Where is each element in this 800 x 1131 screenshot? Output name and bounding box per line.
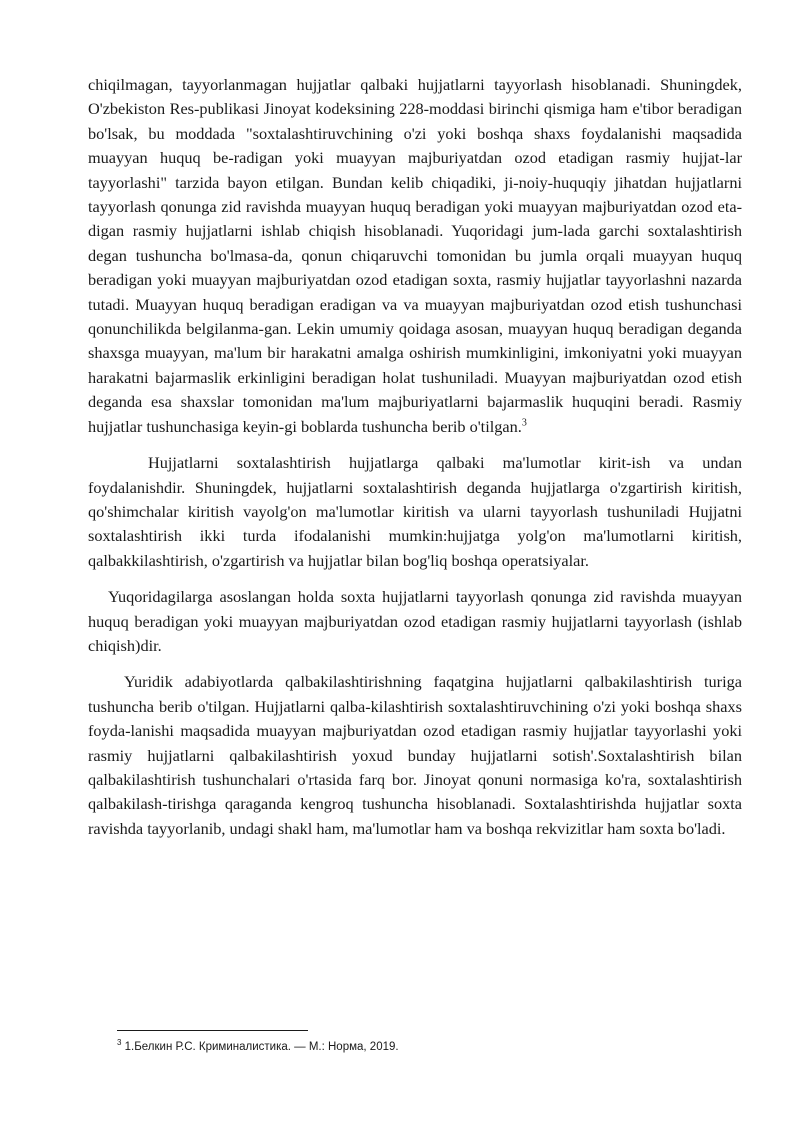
body-text [88,73,742,841]
paragraph-3-text: Yuqoridagilarga asoslangan holda soxta hujjatlarni tayyorlash qonunga zid ravishda muayyan huquq beradigan yoki muayyan majburiyatdan ozod etadigan rasmiy hujjatlarni tayyorlash (ishlab chiqish)dir. [88,587,742,655]
footnote-mark: 3 [117,1038,122,1048]
footnote-separator [117,1030,308,1031]
footnote-reference[interactable]: 3 [521,417,527,429]
footnote-text: 1.Белкин Р.С. Криминалистика. — М.: Норма, 2019. [124,1041,399,1053]
paragraph-2 [88,451,742,573]
paragraph-4-text: Yuridik adabiyotlarda qalbakilashtirishning faqatgina hujjatlarni qalbakilashtirish turiga tushuncha berib o'tilgan. Hujjatlarni qalba-kilashtirish soxtalashtiruvchining o'zi yoki boshqa shaxs foyda-lanishi maqsadida muayyan majburiyatdan ozod etadigan rasmiy hujjatlar tayyorlashi yoki rasmiy hujjatlarni qalbakilashtirish yoxud bunday hujjatlarni sotish'.Soxtalashtirish bilan qalbakilashtirish tushunchalari o'rtasida farq bor. Jinoyat qonuni normasiga ko'ra, soxtalashtirish qalbakilash-tirishga qaraganda kengroq tushuncha hisoblanadi. Soxtalashtirishda hujjatlar soxta ravishda tayyorlanib, undagi shakl ham, ma'lumotlar ham va boshqa rekvizitlar ham soxta bo'ladi. [88,672,742,838]
paragraph-4 [88,670,742,841]
paragraph-2-text: Hujjatlarni soxtalashtirish hujjatlarga qalbaki ma'lumotlar kirit-ish va undan foydalanishdir. Shuningdek, hujjatlarni soxtalashtirish deganda hujjatlarga o'zgartirish kiritish, qo'shimchalar kiritish vayolg'on ma'lumotlar kiritish va ularni tayyorlash tushuniladi Hujjatni soxtalashtirish ikki turda ifodalanishi mumkin:hujjatga yolg'on ma'lumotlarni kiritish, qalbakkilashtirish, o'zgartirish va hujjatlar bilan bog'liq boshqa operatsiyalar. [88,453,742,570]
paragraph-1-text: chiqilmagan, tayyorlanmagan hujjatlar qalbaki hujjatlarni tayyorlash hisoblanadi. Shuningdek, O'zbekiston Res-publikasi Jinoyat kodeksining 228-moddasi birinchi qismiga ham e'tibor beradigan bo'lsak, bu moddada "soxtalashtiruvchining o'zi yoki boshqa shaxs foydalanishi maqsadida muayyan huquq be-radigan yoki muayyan majburiyatdan ozod etadigan rasmiy hujjat-lar tayyorlashi" tarzida bayon etilgan. Bundan kelib chiqadiki, ji-noiy-huquqiy jihatdan hujjatlarni tayyorlash qonunga zid ravishda muayyan huquq beradigan yoki muayyan majburiyatdan ozod eta-digan rasmiy hujjatlarni ishlab chiqish hisoblanadi. Yuqoridagi jum-lada garchi soxtalashtirish degan tushuncha bo'lmasa-da, qonun chiqaruvchi tomonidan bu jumla orqali muayyan huquq beradigan yoki muayyan majburiyatdan ozod etadigan soxta, rasmiy hujjatlar tayyorlashni nazarda tutadi. Muayyan huquq beradigan eradigan va va muayyan majburiyatdan ozod etish tushunchasi qonunchilikda belgilanma-gan. Lekin umumiy qoidaga asosan, muayyan huquq beradigan deganda shaxsga muayyan, ma'lum bir harakatni amalga oshirish mumkinligini, imkoniyatni yoki muayyan harakatni bajarmaslik erkinligini beradigan holat tushuniladi. Muayyan majburiyatdan ozod etish deganda esa shaxslar tomonidan ma'lum majburiyatlarni bajarmaslik huquqini beradi. Rasmiy hujjatlar tushunchasiga keyin-gi boblarda tushuncha berib o'tilgan. [88,75,742,436]
paragraph-1 [88,73,742,439]
paragraph-3 [88,585,742,658]
footnote [117,1040,399,1054]
